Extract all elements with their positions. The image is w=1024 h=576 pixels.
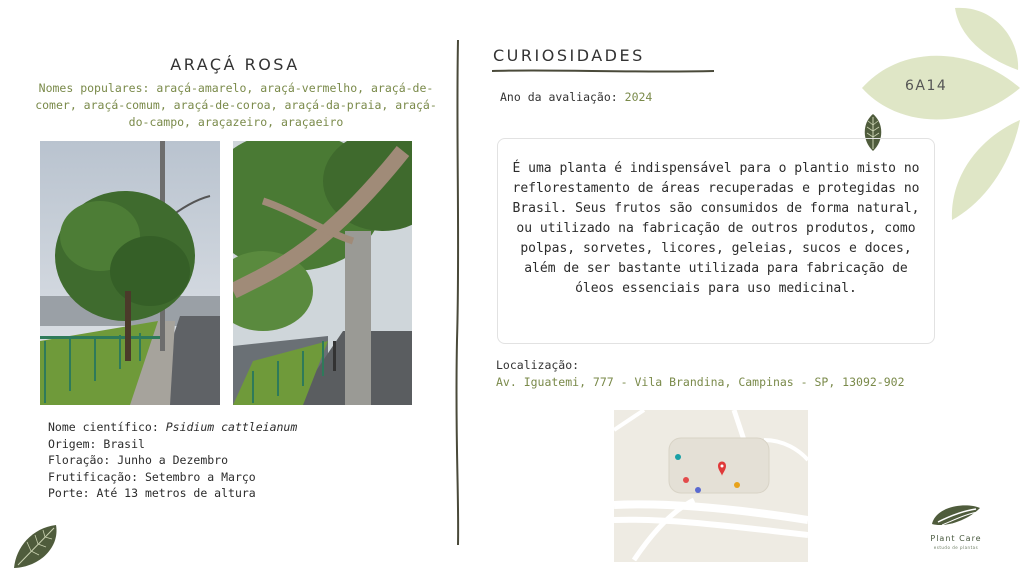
popular-names-value: araçá-amarelo, araçá-vermelho, araçá-de-comer, araçá-comum, araçá-de-coroa, araçá-da-praia, araçá-do-campo, araçazeiro, araçaeiro [35,81,437,129]
curiosities-title: CURIOSIDADES [493,46,645,65]
flowering-row: Floração: Junho a Dezembro [48,453,229,467]
scientific-name-value: Psidium cattleianum [165,420,298,434]
evaluation-year-value: 2024 [624,90,653,104]
map-poi-icon [675,454,681,460]
origin-row: Origem: Brasil [48,436,145,451]
brand-leaf-icon [916,500,996,532]
brand-logo [916,500,1006,556]
location-label: Localização: [496,358,580,372]
plant-details [48,419,297,502]
curiosities-text: É uma planta é indispensável para o plantio misto no reflorestamento de áreas recuperadas e protegidas no Brasil. Seus frutos são consumidos de forma natural, ou utilizado na fabricação de outros produtos, como polpas, sorvetes, licores, geleias, sucos e doces, além de ser bastante utilizada para fabricação de óleos essenciais para uso medicinal. [512,161,920,296]
map-poi-icon [683,477,689,483]
map-poi-icon [695,487,701,493]
map-poi-icon [734,482,740,488]
location-map[interactable] [614,410,808,562]
corner-leaf-icon [10,522,60,570]
plant-title: ARAÇÁ ROSA [170,55,300,74]
evaluation-year: Ano da avaliação: 2024 [500,90,653,104]
brand-tagline: estudo de plantas [933,545,979,550]
column-divider [452,40,464,545]
fruiting-row: Frutificação: Setembro a Março [48,469,256,484]
plant-photo-trunk [233,141,412,405]
popular-names [34,80,438,131]
location-address: Av. Iguatemi, 777 - Vila Brandina, Campinas - SP, 13092-902 [496,375,905,389]
popular-names-label: Nomes populares: [38,81,150,95]
curiosities-box [497,138,935,344]
plant-code-badge: 6A14 [905,78,948,94]
scientific-name-row: Nome científico: Psidium cattleianum [48,420,298,434]
brand-name: Plant Care [930,534,982,543]
title-underline [492,68,714,74]
size-row: Porte: Até 13 metros de altura [48,486,256,500]
plant-photo-street [40,141,220,405]
